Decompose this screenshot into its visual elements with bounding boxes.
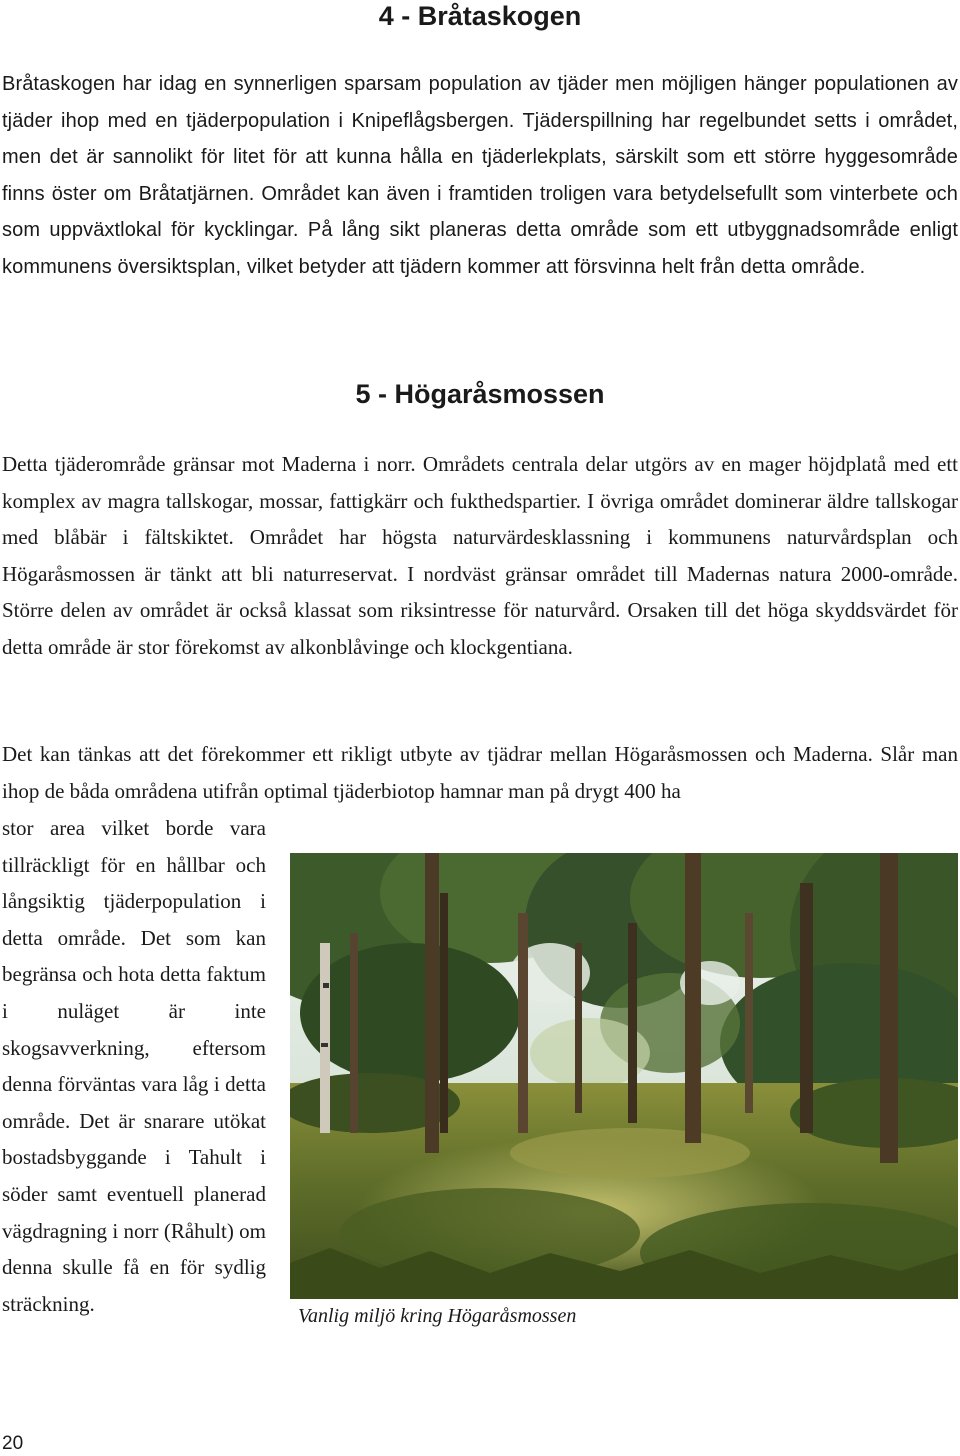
section-paragraph-hogarasmossen-1: Detta tjäderområde gränsar mot Maderna i norr. Områdets centrala delar utgörs av en mager höjdplatå med ett komplex av magra tallskogar, mossar, fattigkärr och fukthedspartier. I övriga området dominerar äldre tallskogar med blåbär i fältskiktet. Området har högsta naturvärdesklassning i kommunens naturvårdsplan och Högaråsmossen är tänkt att bli naturreservat. I nordväst gränsar området till Madernas natura 2000-område. Större delen av området är också klassat som riksintresse för naturvård. Orsaken till det höga skyddsvärdet för detta område är stor förekomst av alkonblåvinge och klockgentiana. — [2, 452, 958, 659]
forest-photo — [290, 853, 958, 1299]
section-heading-bratastogen: 4 - Bråtaskogen — [378, 1, 582, 31]
page-number: 20 — [2, 1433, 24, 1454]
section-heading-hogarasmossen: 5 - Högaråsmossen — [355, 379, 605, 409]
section-paragraph-hogarasmossen-3: stor area vilket borde vara tillräckligt för en hållbar och långsiktig tjäderpopulation i detta område. Det som kan begränsa och hota detta faktum i nuläget är inte skogsavverkning, eftersom denna förväntas vara låg i detta område. Det är snarare utökat bostadsbyggande i Tahult i söder samt eventuell planerad vägdragning i norr (Råhult) om denna skulle få en för sydlig sträckning. — [2, 816, 266, 1316]
photo-caption: Vanlig miljö kring Högaråsmossen — [298, 1305, 577, 1327]
section-paragraph-hogarasmossen-2: Det kan tänkas att det förekommer ett rikligt utbyte av tjädrar mellan Högaråsmossen och Maderna. Slår man ihop de båda områdena utifrån optimal tjäderbiotop hamnar man på drygt 400 ha — [2, 742, 958, 803]
section-paragraph-bratastogen: Bråtaskogen har idag en synnerligen sparsam population av tjäder men möjligen hänger populationen av tjäder ihop med en tjäderpopulation i Knipeflågsbergen. Tjäderspillning har regelbundet setts i området, men det är sannolikt för litet för att kunna hålla en tjäderlekplats, särskilt som ett större hyggesområde finns öster om Bråtatjärnen. Området kan även i framtiden troligen vara betydelsefullt som vinterbete och som uppväxtlokal för kycklingar. På lång sikt planeras detta område som ett utbyggnadsområde enligt kommunens översiktsplan, vilket betyder att tjädern kommer att försvinna helt från detta område. — [2, 73, 958, 278]
